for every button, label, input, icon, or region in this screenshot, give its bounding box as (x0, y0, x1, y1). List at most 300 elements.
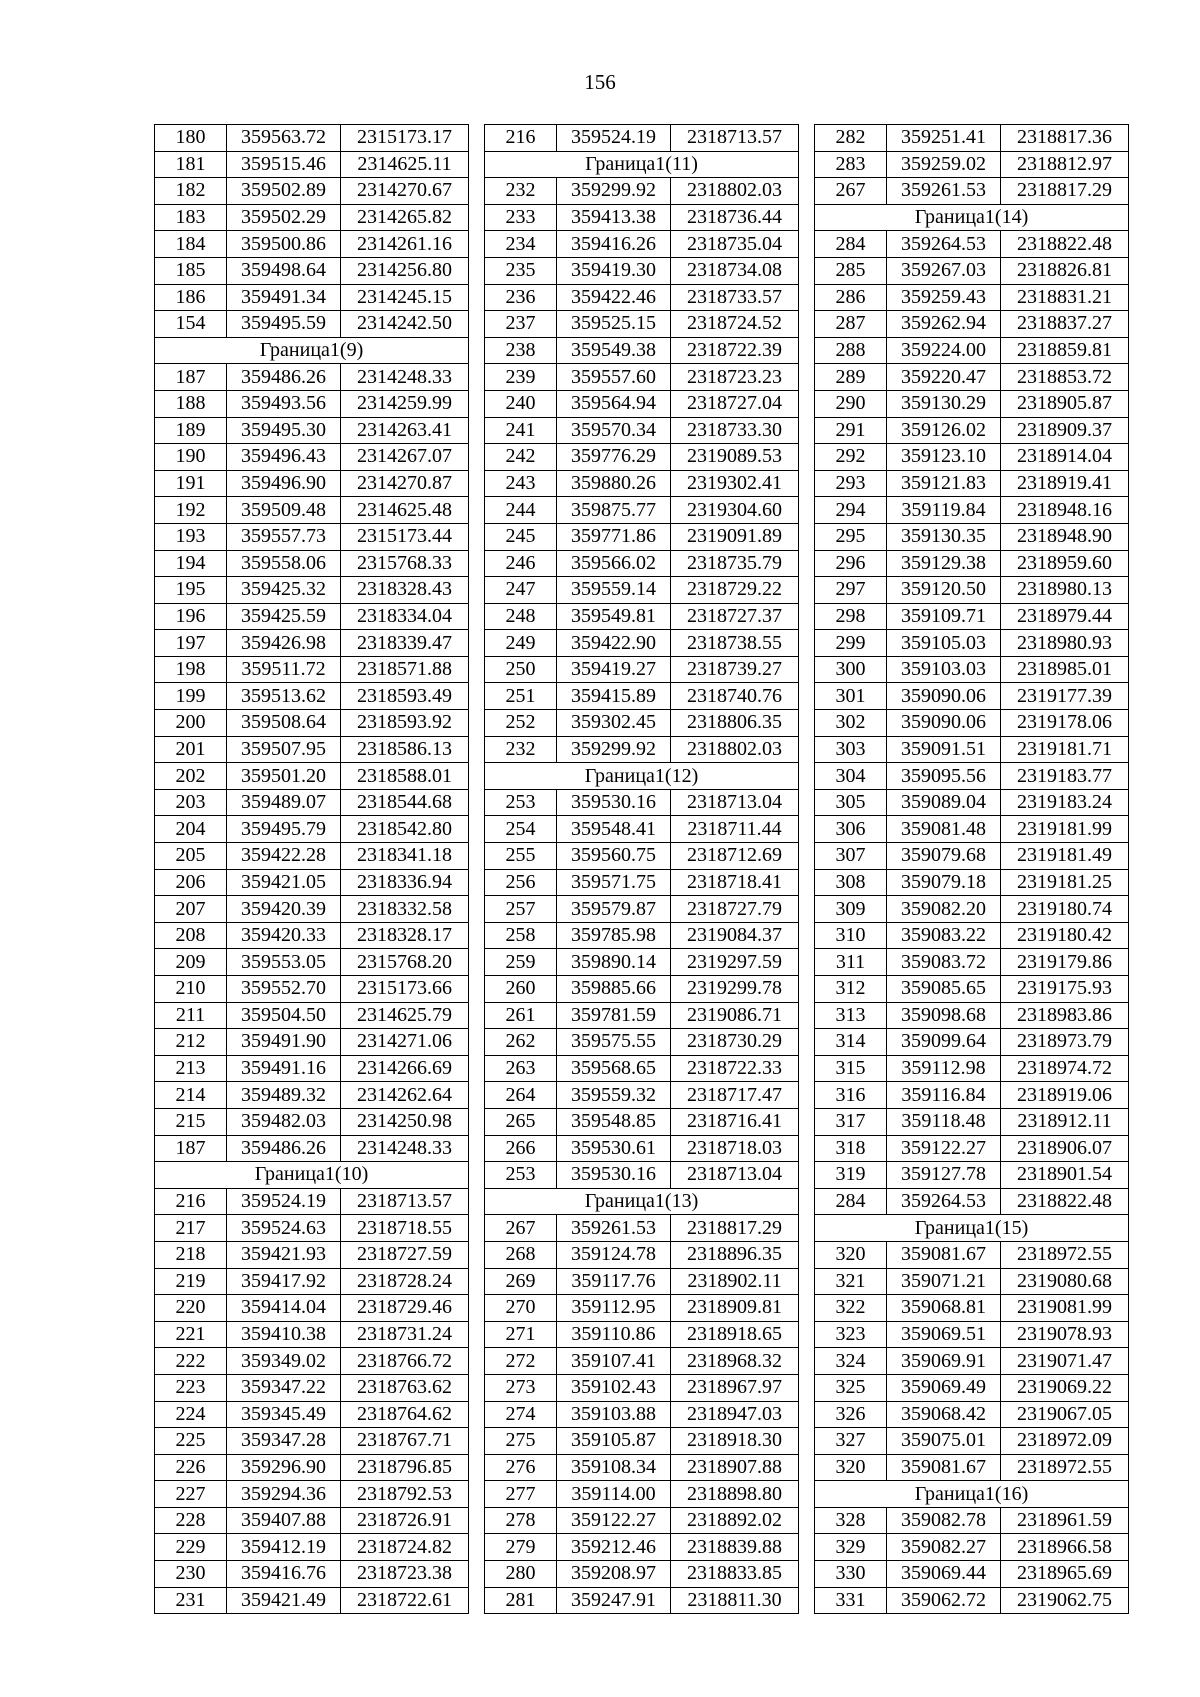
coord-y: 2314265.82 (341, 204, 469, 231)
coord-y: 2318339.47 (341, 630, 469, 657)
coord-x: 359102.43 (557, 1374, 671, 1401)
coord-y: 2318914.04 (1001, 444, 1129, 471)
coord-y: 2318542.80 (341, 816, 469, 843)
coord-y: 2318735.04 (671, 231, 799, 258)
point-number: 284 (815, 231, 887, 258)
coord-y: 2319091.89 (671, 523, 799, 550)
point-number: 215 (155, 1108, 227, 1135)
coord-y: 2318731.24 (341, 1321, 469, 1348)
table-row (485, 178, 799, 205)
coord-x: 359422.46 (557, 284, 671, 311)
point-number: 218 (155, 1241, 227, 1268)
coord-y: 2315768.20 (341, 949, 469, 976)
point-number: 191 (155, 470, 227, 497)
coord-y: 2318328.43 (341, 577, 469, 604)
table-row (485, 1295, 799, 1322)
coord-y: 2318723.38 (341, 1561, 469, 1588)
coord-x: 359568.65 (557, 1055, 671, 1082)
table-row (815, 1321, 1129, 1348)
coord-x: 359500.86 (227, 231, 341, 258)
coord-y: 2314259.99 (341, 390, 469, 417)
coord-x: 359560.75 (557, 843, 671, 870)
coord-y: 2318892.02 (671, 1507, 799, 1534)
table-row (815, 1188, 1129, 1215)
coord-x: 359781.59 (557, 1002, 671, 1029)
coord-y: 2318853.72 (1001, 364, 1129, 391)
table-row (815, 789, 1129, 816)
point-number: 238 (485, 337, 557, 364)
coord-y: 2318983.86 (1001, 1002, 1129, 1029)
table-row (815, 1135, 1129, 1162)
table-row (485, 1374, 799, 1401)
coord-y: 2318718.55 (341, 1215, 469, 1242)
coord-y: 2319089.53 (671, 444, 799, 471)
coord-x: 359491.34 (227, 284, 341, 311)
coord-y: 2318336.94 (341, 869, 469, 896)
point-number: 267 (815, 178, 887, 205)
table-row (485, 1561, 799, 1588)
point-number: 312 (815, 976, 887, 1003)
point-number: 246 (485, 550, 557, 577)
coord-y: 2318909.37 (1001, 417, 1129, 444)
coord-x: 359114.00 (557, 1481, 671, 1508)
point-number: 221 (155, 1321, 227, 1348)
point-number: 301 (815, 683, 887, 710)
point-number: 228 (155, 1507, 227, 1534)
coord-y: 2318948.90 (1001, 523, 1129, 550)
coord-x: 359495.30 (227, 417, 341, 444)
point-number: 296 (815, 550, 887, 577)
page-number: 156 (584, 70, 616, 94)
coord-x: 359261.53 (887, 178, 1001, 205)
coord-y: 2318716.41 (671, 1108, 799, 1135)
coord-x: 359559.14 (557, 577, 671, 604)
point-number: 192 (155, 497, 227, 524)
coord-y: 2318586.13 (341, 736, 469, 763)
table-row (155, 843, 469, 870)
coord-y: 2319183.24 (1001, 789, 1129, 816)
coord-x: 359482.03 (227, 1108, 341, 1135)
point-number: 328 (815, 1507, 887, 1534)
coord-x: 359548.41 (557, 816, 671, 843)
coord-y: 2318544.68 (341, 789, 469, 816)
point-number: 282 (815, 125, 887, 152)
table-row (155, 1587, 469, 1614)
point-number: 216 (155, 1188, 227, 1215)
table-row (485, 1321, 799, 1348)
coord-x: 359299.92 (557, 736, 671, 763)
coord-y: 2319084.37 (671, 922, 799, 949)
table-row (815, 976, 1129, 1003)
coord-x: 359524.19 (227, 1188, 341, 1215)
coord-x: 359081.67 (887, 1241, 1001, 1268)
boundary-title: Граница1(13) (485, 1188, 799, 1215)
coord-x: 359262.94 (887, 311, 1001, 338)
coordinate-table-2 (484, 124, 799, 1614)
coord-x: 359501.20 (227, 763, 341, 790)
point-number: 212 (155, 1029, 227, 1056)
point-number: 236 (485, 284, 557, 311)
coord-y: 2318980.13 (1001, 577, 1129, 604)
table-row (155, 976, 469, 1003)
point-number: 265 (485, 1108, 557, 1135)
coord-x: 359261.53 (557, 1215, 671, 1242)
coord-y: 2318763.62 (341, 1374, 469, 1401)
coord-y: 2318767.71 (341, 1428, 469, 1455)
coord-x: 359414.04 (227, 1295, 341, 1322)
point-number: 327 (815, 1428, 887, 1455)
coord-x: 359496.90 (227, 470, 341, 497)
boundary-title: Граница1(11) (485, 151, 799, 178)
table-row (815, 1428, 1129, 1455)
point-number: 274 (485, 1401, 557, 1428)
coord-y: 2319181.71 (1001, 736, 1129, 763)
boundary-header-row (485, 151, 799, 178)
coord-y: 2318341.18 (341, 843, 469, 870)
table-row (485, 470, 799, 497)
table-row (485, 1401, 799, 1428)
coord-x: 359129.38 (887, 550, 1001, 577)
coord-x: 359347.28 (227, 1428, 341, 1455)
coord-y: 2318727.59 (341, 1241, 469, 1268)
point-number: 299 (815, 630, 887, 657)
coord-x: 359410.38 (227, 1321, 341, 1348)
table-row (485, 843, 799, 870)
point-number: 216 (485, 125, 557, 152)
coord-y: 2318766.72 (341, 1348, 469, 1375)
coord-x: 359524.19 (557, 125, 671, 152)
coord-y: 2319062.75 (1001, 1587, 1129, 1614)
table-row (155, 1428, 469, 1455)
point-number: 263 (485, 1055, 557, 1082)
coord-y: 2318724.82 (341, 1534, 469, 1561)
point-number: 222 (155, 1348, 227, 1375)
coord-x: 359553.05 (227, 949, 341, 976)
coord-y: 2318966.58 (1001, 1534, 1129, 1561)
coord-y: 2319178.06 (1001, 710, 1129, 737)
coord-y: 2318826.81 (1001, 257, 1129, 284)
boundary-title: Граница1(14) (815, 204, 1129, 231)
coord-x: 359422.90 (557, 630, 671, 657)
coord-x: 359425.59 (227, 603, 341, 630)
coord-y: 2314245.15 (341, 284, 469, 311)
coord-y: 2318901.54 (1001, 1162, 1129, 1189)
point-number: 269 (485, 1268, 557, 1295)
coord-x: 359509.48 (227, 497, 341, 524)
table-row (485, 1162, 799, 1189)
table-row (815, 683, 1129, 710)
coord-y: 2318959.60 (1001, 550, 1129, 577)
coord-y: 2318909.81 (671, 1295, 799, 1322)
coord-x: 359267.03 (887, 257, 1001, 284)
table-row (155, 656, 469, 683)
coord-y: 2319177.39 (1001, 683, 1129, 710)
table-row (815, 284, 1129, 311)
coord-x: 359130.29 (887, 390, 1001, 417)
boundary-header-row (155, 337, 469, 364)
table-row (155, 630, 469, 657)
table-row (815, 311, 1129, 338)
table-row (155, 710, 469, 737)
table-row (815, 1029, 1129, 1056)
table-row (485, 1082, 799, 1109)
coord-y: 2319304.60 (671, 497, 799, 524)
coord-y: 2318918.65 (671, 1321, 799, 1348)
table-row (155, 816, 469, 843)
point-number: 227 (155, 1481, 227, 1508)
coord-x: 359422.28 (227, 843, 341, 870)
coord-x: 359119.84 (887, 497, 1001, 524)
table-row (155, 497, 469, 524)
coord-y: 2318961.59 (1001, 1507, 1129, 1534)
coord-x: 359247.91 (557, 1587, 671, 1614)
coord-x: 359558.06 (227, 550, 341, 577)
point-number: 271 (485, 1321, 557, 1348)
coord-x: 359420.33 (227, 922, 341, 949)
coord-y: 2318905.87 (1001, 390, 1129, 417)
point-number: 319 (815, 1162, 887, 1189)
coord-x: 359502.29 (227, 204, 341, 231)
point-number: 310 (815, 922, 887, 949)
table-row (155, 1108, 469, 1135)
coord-x: 359098.68 (887, 1002, 1001, 1029)
table-row (815, 736, 1129, 763)
point-number: 239 (485, 364, 557, 391)
point-number: 304 (815, 763, 887, 790)
boundary-header-row (815, 1215, 1129, 1242)
coord-y: 2315768.33 (341, 550, 469, 577)
coord-x: 359090.06 (887, 710, 1001, 737)
point-number: 242 (485, 444, 557, 471)
coord-y: 2318919.41 (1001, 470, 1129, 497)
table-row (815, 1268, 1129, 1295)
coord-x: 359121.83 (887, 470, 1001, 497)
table-row (485, 231, 799, 258)
table-row (485, 922, 799, 949)
coord-y: 2314256.80 (341, 257, 469, 284)
point-number: 330 (815, 1561, 887, 1588)
table-row (155, 550, 469, 577)
coord-y: 2315173.66 (341, 976, 469, 1003)
coord-y: 2318728.24 (341, 1268, 469, 1295)
coord-y: 2318919.06 (1001, 1082, 1129, 1109)
table-row (815, 151, 1129, 178)
table-row (815, 1055, 1129, 1082)
point-number: 300 (815, 656, 887, 683)
point-number: 302 (815, 710, 887, 737)
point-number: 325 (815, 1374, 887, 1401)
point-number: 248 (485, 603, 557, 630)
point-number: 308 (815, 869, 887, 896)
table-row (815, 337, 1129, 364)
coord-y: 2314262.64 (341, 1082, 469, 1109)
coord-y: 2314270.67 (341, 178, 469, 205)
coord-y: 2318733.57 (671, 284, 799, 311)
coord-y: 2314270.87 (341, 470, 469, 497)
point-number: 240 (485, 390, 557, 417)
point-number: 195 (155, 577, 227, 604)
point-number: 320 (815, 1454, 887, 1481)
table-row (485, 603, 799, 630)
point-number: 294 (815, 497, 887, 524)
table-row (485, 656, 799, 683)
table-row (155, 364, 469, 391)
table-row (155, 789, 469, 816)
coord-x: 359495.59 (227, 311, 341, 338)
table-row (155, 1454, 469, 1481)
point-number: 291 (815, 417, 887, 444)
coord-y: 2314625.48 (341, 497, 469, 524)
point-number: 281 (485, 1587, 557, 1614)
point-number: 226 (155, 1454, 227, 1481)
coord-x: 359085.65 (887, 976, 1001, 1003)
coord-y: 2318334.04 (341, 603, 469, 630)
coord-y: 2318722.33 (671, 1055, 799, 1082)
point-number: 229 (155, 1534, 227, 1561)
table-row (155, 470, 469, 497)
coord-y: 2314625.11 (341, 151, 469, 178)
point-number: 219 (155, 1268, 227, 1295)
coord-y: 2319080.68 (1001, 1268, 1129, 1295)
coord-y: 2318593.92 (341, 710, 469, 737)
coord-x: 359513.62 (227, 683, 341, 710)
coord-x: 359126.02 (887, 417, 1001, 444)
coord-x: 359885.66 (557, 976, 671, 1003)
coord-x: 359493.56 (227, 390, 341, 417)
table-row (815, 125, 1129, 152)
point-number: 183 (155, 204, 227, 231)
coord-x: 359112.95 (557, 1295, 671, 1322)
coord-y: 2318724.52 (671, 311, 799, 338)
coord-x: 359083.22 (887, 922, 1001, 949)
table-row (155, 1534, 469, 1561)
point-number: 234 (485, 231, 557, 258)
coord-x: 359416.76 (227, 1561, 341, 1588)
coord-y: 2319071.47 (1001, 1348, 1129, 1375)
point-number: 253 (485, 1162, 557, 1189)
coord-x: 359515.46 (227, 151, 341, 178)
coord-x: 359530.16 (557, 789, 671, 816)
table-row (155, 1348, 469, 1375)
point-number: 202 (155, 763, 227, 790)
table-row (485, 337, 799, 364)
table-row (485, 1108, 799, 1135)
point-number: 252 (485, 710, 557, 737)
coord-x: 359563.72 (227, 125, 341, 152)
table-row (155, 204, 469, 231)
point-number: 266 (485, 1135, 557, 1162)
table-row (155, 444, 469, 471)
coord-y: 2318588.01 (341, 763, 469, 790)
point-number: 317 (815, 1108, 887, 1135)
coord-y: 2318713.57 (671, 125, 799, 152)
coord-x: 359208.97 (557, 1561, 671, 1588)
table-row (815, 1295, 1129, 1322)
coord-x: 359417.92 (227, 1268, 341, 1295)
coord-y: 2318822.48 (1001, 1188, 1129, 1215)
point-number: 193 (155, 523, 227, 550)
point-number: 184 (155, 231, 227, 258)
boundary-title: Граница1(15) (815, 1215, 1129, 1242)
coord-x: 359347.22 (227, 1374, 341, 1401)
coord-x: 359082.78 (887, 1507, 1001, 1534)
coord-x: 359415.89 (557, 683, 671, 710)
point-number: 197 (155, 630, 227, 657)
coord-x: 359123.10 (887, 444, 1001, 471)
coord-y: 2318817.29 (1001, 178, 1129, 205)
point-number: 230 (155, 1561, 227, 1588)
point-number: 267 (485, 1215, 557, 1242)
table-row (485, 976, 799, 1003)
boundary-title: Граница1(16) (815, 1481, 1129, 1508)
table-row (485, 390, 799, 417)
point-number: 213 (155, 1055, 227, 1082)
point-number: 235 (485, 257, 557, 284)
point-number: 200 (155, 710, 227, 737)
coord-x: 359489.07 (227, 789, 341, 816)
coord-x: 359296.90 (227, 1454, 341, 1481)
coord-y: 2318729.46 (341, 1295, 469, 1322)
table-row (485, 1135, 799, 1162)
table-row (485, 311, 799, 338)
table-row (155, 949, 469, 976)
coord-x: 359496.43 (227, 444, 341, 471)
table-row (485, 1055, 799, 1082)
coord-x: 359124.78 (557, 1241, 671, 1268)
point-number: 243 (485, 470, 557, 497)
coord-x: 359108.34 (557, 1454, 671, 1481)
table-row (155, 577, 469, 604)
table-row (155, 1002, 469, 1029)
coord-x: 359498.64 (227, 257, 341, 284)
coord-x: 359579.87 (557, 896, 671, 923)
coord-x: 359071.21 (887, 1268, 1001, 1295)
coord-x: 359875.77 (557, 497, 671, 524)
point-number: 257 (485, 896, 557, 923)
coord-y: 2318980.93 (1001, 630, 1129, 657)
point-number: 321 (815, 1268, 887, 1295)
coord-y: 2318833.85 (671, 1561, 799, 1588)
point-number: 259 (485, 949, 557, 976)
coord-x: 359251.41 (887, 125, 1001, 152)
table-row (815, 1507, 1129, 1534)
table-row (155, 683, 469, 710)
coord-x: 359421.93 (227, 1241, 341, 1268)
point-number: 211 (155, 1002, 227, 1029)
coord-x: 359082.20 (887, 896, 1001, 923)
table-row (155, 523, 469, 550)
coord-y: 2318972.55 (1001, 1241, 1129, 1268)
point-number: 224 (155, 1401, 227, 1428)
point-number: 295 (815, 523, 887, 550)
table-row (155, 1055, 469, 1082)
coord-y: 2314250.98 (341, 1108, 469, 1135)
coord-y: 2318722.61 (341, 1587, 469, 1614)
table-row (485, 1454, 799, 1481)
point-number: 245 (485, 523, 557, 550)
coord-x: 359530.16 (557, 1162, 671, 1189)
coord-x: 359571.75 (557, 869, 671, 896)
coord-x: 359502.89 (227, 178, 341, 205)
coord-y: 2319181.25 (1001, 869, 1129, 896)
point-number: 223 (155, 1374, 227, 1401)
table-row (815, 922, 1129, 949)
table-row (485, 869, 799, 896)
point-number: 181 (155, 151, 227, 178)
table-row (155, 763, 469, 790)
coord-y: 2318947.03 (671, 1401, 799, 1428)
table-row (485, 1534, 799, 1561)
